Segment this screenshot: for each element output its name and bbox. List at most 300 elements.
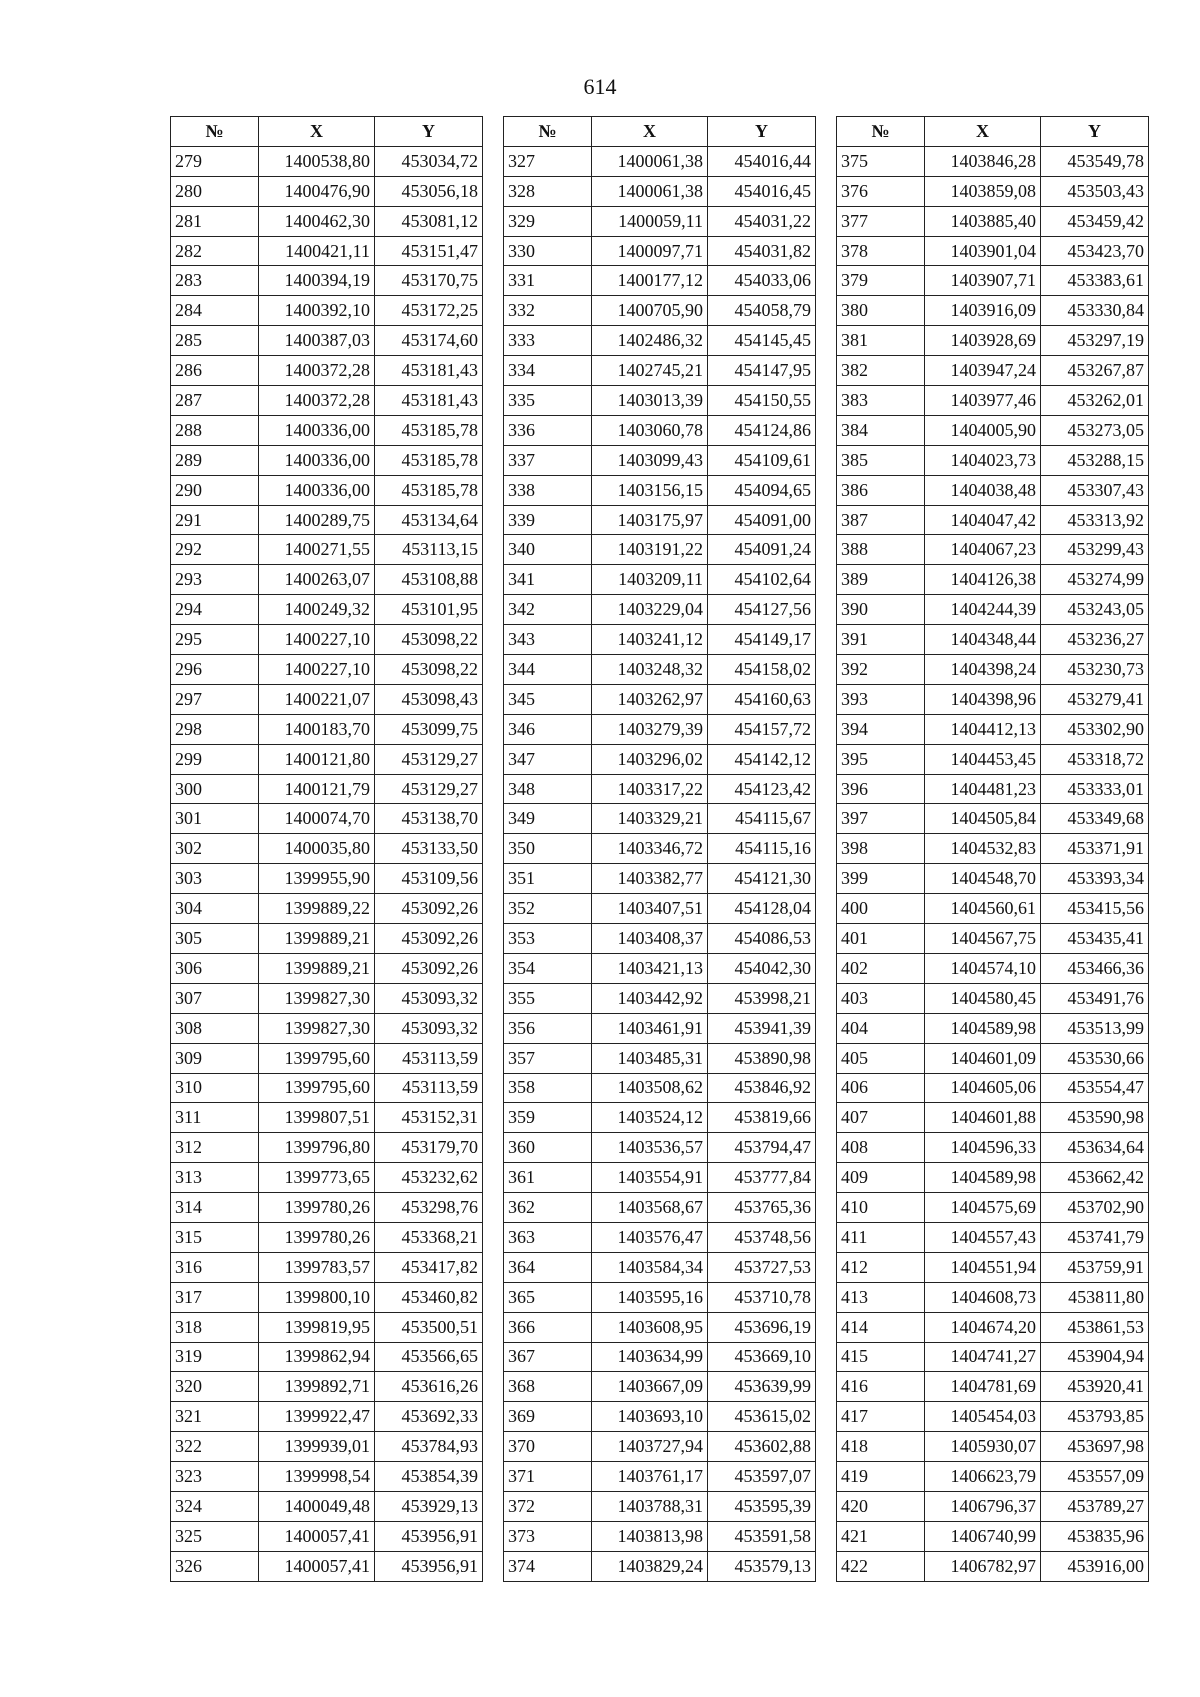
table-row [837, 505, 1149, 535]
table-row [171, 445, 483, 475]
header-number: № [171, 117, 259, 147]
cell-x: 1399939,01 [259, 1432, 375, 1462]
cell-x: 1402745,21 [592, 356, 708, 386]
cell-number: 413 [837, 1282, 925, 1312]
cell-number: 331 [504, 266, 592, 296]
cell-number: 290 [171, 475, 259, 505]
cell-number: 295 [171, 625, 259, 655]
table-row [837, 1043, 1149, 1073]
cell-number: 335 [504, 386, 592, 416]
cell-x: 1399796,80 [259, 1133, 375, 1163]
table-row [171, 326, 483, 356]
cell-y: 453615,02 [708, 1402, 816, 1432]
cell-number: 342 [504, 595, 592, 625]
table-row [171, 924, 483, 954]
cell-y: 453929,13 [375, 1491, 483, 1521]
cell-x: 1403524,12 [592, 1103, 708, 1133]
cell-number: 338 [504, 475, 592, 505]
cell-number: 284 [171, 296, 259, 326]
table-row [504, 1133, 816, 1163]
table-row [171, 1342, 483, 1372]
cell-number: 360 [504, 1133, 592, 1163]
cell-y: 453500,51 [375, 1312, 483, 1342]
table-row [837, 1222, 1149, 1252]
cell-number: 365 [504, 1282, 592, 1312]
table-row [504, 1193, 816, 1223]
cell-number: 327 [504, 146, 592, 176]
cell-number: 410 [837, 1193, 925, 1223]
cell-number: 337 [504, 445, 592, 475]
cell-x: 1403241,12 [592, 625, 708, 655]
table-row [837, 1462, 1149, 1492]
table-row [837, 834, 1149, 864]
table-header [837, 117, 1149, 147]
cell-number: 369 [504, 1402, 592, 1432]
cell-number: 419 [837, 1462, 925, 1492]
page-number: 614 [583, 74, 617, 99]
table-row [504, 595, 816, 625]
cell-x: 1404574,10 [925, 953, 1041, 983]
table-row [171, 1521, 483, 1551]
cell-y: 454121,30 [708, 864, 816, 894]
cell-number: 370 [504, 1432, 592, 1462]
table-row [504, 834, 816, 864]
cell-y: 453129,27 [375, 774, 483, 804]
cell-y: 453557,09 [1041, 1462, 1149, 1492]
cell-x: 1400336,00 [259, 415, 375, 445]
table-row [504, 1252, 816, 1282]
cell-y: 453634,64 [1041, 1133, 1149, 1163]
cell-x: 1400227,10 [259, 625, 375, 655]
cell-y: 453368,21 [375, 1222, 483, 1252]
cell-number: 398 [837, 834, 925, 864]
cell-number: 384 [837, 415, 925, 445]
table-row [504, 356, 816, 386]
cell-y: 453998,21 [708, 983, 816, 1013]
cell-y: 454042,30 [708, 953, 816, 983]
cell-y: 453590,98 [1041, 1103, 1149, 1133]
cell-number: 366 [504, 1312, 592, 1342]
cell-number: 405 [837, 1043, 925, 1073]
table-row [837, 326, 1149, 356]
table-row [837, 1193, 1149, 1223]
cell-number: 280 [171, 176, 259, 206]
cell-x: 1400061,38 [592, 146, 708, 176]
cell-x: 1399773,65 [259, 1163, 375, 1193]
table-row [171, 1402, 483, 1432]
cell-y: 453765,36 [708, 1193, 816, 1223]
cell-x: 1403329,21 [592, 804, 708, 834]
table-row [171, 206, 483, 236]
table-row [837, 864, 1149, 894]
cell-number: 313 [171, 1163, 259, 1193]
cell-y: 453172,25 [375, 296, 483, 326]
table-row [837, 774, 1149, 804]
table-row [837, 386, 1149, 416]
cell-number: 312 [171, 1133, 259, 1163]
cell-x: 1403060,78 [592, 415, 708, 445]
table-row [171, 266, 483, 296]
cell-y: 453138,70 [375, 804, 483, 834]
table-row [171, 804, 483, 834]
table-row [171, 595, 483, 625]
cell-x: 1400049,48 [259, 1491, 375, 1521]
table-row [171, 505, 483, 535]
cell-y: 453793,85 [1041, 1402, 1149, 1432]
cell-y: 453920,41 [1041, 1372, 1149, 1402]
cell-y: 453423,70 [1041, 236, 1149, 266]
cell-number: 324 [171, 1491, 259, 1521]
table-row [837, 1073, 1149, 1103]
cell-x: 1399889,22 [259, 894, 375, 924]
cell-y: 453460,82 [375, 1282, 483, 1312]
table-row [837, 804, 1149, 834]
cell-number: 285 [171, 326, 259, 356]
table-row [171, 625, 483, 655]
cell-number: 383 [837, 386, 925, 416]
cell-y: 453941,39 [708, 1013, 816, 1043]
header-x: X [259, 117, 375, 147]
cell-y: 453092,26 [375, 924, 483, 954]
cell-y: 453811,80 [1041, 1282, 1149, 1312]
cell-y: 453503,43 [1041, 176, 1149, 206]
table-row [171, 356, 483, 386]
cell-number: 407 [837, 1103, 925, 1133]
cell-number: 299 [171, 744, 259, 774]
cell-number: 351 [504, 864, 592, 894]
cell-y: 453297,19 [1041, 326, 1149, 356]
cell-number: 309 [171, 1043, 259, 1073]
table-row [837, 924, 1149, 954]
table-row [171, 1103, 483, 1133]
cell-number: 344 [504, 655, 592, 685]
cell-number: 420 [837, 1491, 925, 1521]
cell-y: 453854,39 [375, 1462, 483, 1492]
cell-y: 453692,33 [375, 1402, 483, 1432]
table-row [504, 475, 816, 505]
cell-y: 453098,22 [375, 655, 483, 685]
table-row [504, 1521, 816, 1551]
cell-x: 1400035,80 [259, 834, 375, 864]
cell-x: 1403421,13 [592, 953, 708, 983]
cell-number: 380 [837, 296, 925, 326]
cell-number: 403 [837, 983, 925, 1013]
cell-number: 367 [504, 1342, 592, 1372]
cell-number: 353 [504, 924, 592, 954]
cell-number: 358 [504, 1073, 592, 1103]
cell-y: 453232,62 [375, 1163, 483, 1193]
cell-number: 402 [837, 953, 925, 983]
cell-x: 1400227,10 [259, 655, 375, 685]
cell-x: 1403977,46 [925, 386, 1041, 416]
cell-y: 453777,84 [708, 1163, 816, 1193]
cell-number: 339 [504, 505, 592, 535]
cell-y: 453093,32 [375, 1013, 483, 1043]
cell-number: 334 [504, 356, 592, 386]
table-row [171, 415, 483, 445]
cell-y: 453174,60 [375, 326, 483, 356]
cell-number: 292 [171, 535, 259, 565]
cell-number: 294 [171, 595, 259, 625]
table-row [837, 475, 1149, 505]
table-row [504, 1491, 816, 1521]
cell-number: 390 [837, 595, 925, 625]
cell-y: 453710,78 [708, 1282, 816, 1312]
cell-y: 454115,16 [708, 834, 816, 864]
cell-y: 453318,72 [1041, 744, 1149, 774]
cell-x: 1403916,09 [925, 296, 1041, 326]
cell-y: 453417,82 [375, 1252, 483, 1282]
table-row [837, 983, 1149, 1013]
table-row [171, 236, 483, 266]
cell-x: 1403408,37 [592, 924, 708, 954]
cell-number: 321 [171, 1402, 259, 1432]
cell-number: 409 [837, 1163, 925, 1193]
cell-x: 1403576,47 [592, 1222, 708, 1252]
cell-number: 399 [837, 864, 925, 894]
cell-x: 1404596,33 [925, 1133, 1041, 1163]
table-row [837, 206, 1149, 236]
table-row [171, 1491, 483, 1521]
cell-number: 385 [837, 445, 925, 475]
cell-y: 453566,65 [375, 1342, 483, 1372]
table-row [171, 1043, 483, 1073]
cell-x: 1403693,10 [592, 1402, 708, 1432]
cell-x: 1403554,91 [592, 1163, 708, 1193]
cell-y: 453466,36 [1041, 953, 1149, 983]
cell-number: 341 [504, 565, 592, 595]
cell-y: 454109,61 [708, 445, 816, 475]
cell-number: 416 [837, 1372, 925, 1402]
cell-y: 453835,96 [1041, 1521, 1149, 1551]
cell-y: 453702,90 [1041, 1193, 1149, 1223]
cell-number: 348 [504, 774, 592, 804]
cell-y: 453789,27 [1041, 1491, 1149, 1521]
cell-y: 454102,64 [708, 565, 816, 595]
table-row [504, 415, 816, 445]
cell-y: 453459,42 [1041, 206, 1149, 236]
cell-number: 376 [837, 176, 925, 206]
cell-number: 387 [837, 505, 925, 535]
cell-y: 453916,00 [1041, 1551, 1149, 1581]
cell-y: 453185,78 [375, 445, 483, 475]
table-row [504, 625, 816, 655]
cell-x: 1400177,12 [592, 266, 708, 296]
cell-x: 1404567,75 [925, 924, 1041, 954]
cell-x: 1403584,34 [592, 1252, 708, 1282]
cell-x: 1404481,23 [925, 774, 1041, 804]
cell-y: 453549,78 [1041, 146, 1149, 176]
cell-x: 1400249,32 [259, 595, 375, 625]
table-row [504, 1432, 816, 1462]
cell-number: 371 [504, 1462, 592, 1492]
table-row [837, 565, 1149, 595]
table-row [504, 953, 816, 983]
table-row [837, 445, 1149, 475]
table-header [171, 117, 483, 147]
cell-number: 361 [504, 1163, 592, 1193]
table-row [504, 894, 816, 924]
table-row [171, 1222, 483, 1252]
cell-number: 323 [171, 1462, 259, 1492]
cell-y: 453662,42 [1041, 1163, 1149, 1193]
cell-number: 311 [171, 1103, 259, 1133]
cell-x: 1404023,73 [925, 445, 1041, 475]
table-row [171, 176, 483, 206]
cell-x: 1404560,61 [925, 894, 1041, 924]
table-row [171, 1073, 483, 1103]
cell-number: 320 [171, 1372, 259, 1402]
cell-number: 377 [837, 206, 925, 236]
cell-number: 296 [171, 655, 259, 685]
cell-number: 357 [504, 1043, 592, 1073]
cell-y: 453313,92 [1041, 505, 1149, 535]
cell-number: 401 [837, 924, 925, 954]
cell-number: 305 [171, 924, 259, 954]
cell-x: 1404067,23 [925, 535, 1041, 565]
cell-x: 1403829,24 [592, 1551, 708, 1581]
table-row [171, 535, 483, 565]
cell-x: 1400336,00 [259, 445, 375, 475]
cell-y: 453696,19 [708, 1312, 816, 1342]
cell-x: 1403156,15 [592, 475, 708, 505]
cell-x: 1404412,13 [925, 714, 1041, 744]
cell-number: 421 [837, 1521, 925, 1551]
cell-number: 352 [504, 894, 592, 924]
cell-y: 454033,06 [708, 266, 816, 296]
cell-x: 1403813,98 [592, 1521, 708, 1551]
cell-number: 389 [837, 565, 925, 595]
cell-y: 453591,58 [708, 1521, 816, 1551]
cell-number: 301 [171, 804, 259, 834]
table-row [171, 1133, 483, 1163]
cell-y: 453098,43 [375, 684, 483, 714]
cell-x: 1403928,69 [925, 326, 1041, 356]
cell-x: 1400183,70 [259, 714, 375, 744]
cell-number: 381 [837, 326, 925, 356]
cell-x: 1403947,24 [925, 356, 1041, 386]
cell-number: 345 [504, 684, 592, 714]
cell-x: 1404741,27 [925, 1342, 1041, 1372]
table-row [837, 655, 1149, 685]
cell-x: 1404453,45 [925, 744, 1041, 774]
cell-y: 454142,12 [708, 744, 816, 774]
cell-y: 453302,90 [1041, 714, 1149, 744]
cell-y: 453669,10 [708, 1342, 816, 1372]
cell-y: 453185,78 [375, 415, 483, 445]
table-body [504, 146, 816, 1581]
table-row [837, 535, 1149, 565]
cell-x: 1399780,26 [259, 1222, 375, 1252]
cell-y: 453513,99 [1041, 1013, 1149, 1043]
cell-y: 453554,47 [1041, 1073, 1149, 1103]
table-row [837, 1103, 1149, 1133]
cell-x: 1404126,38 [925, 565, 1041, 595]
cell-y: 454123,42 [708, 774, 816, 804]
header-y: Y [375, 117, 483, 147]
table-row [171, 864, 483, 894]
cell-x: 1403727,94 [592, 1432, 708, 1462]
cell-y: 453267,87 [1041, 356, 1149, 386]
cell-number: 406 [837, 1073, 925, 1103]
cell-y: 453371,91 [1041, 834, 1149, 864]
table-row [837, 415, 1149, 445]
header-x: X [592, 117, 708, 147]
cell-number: 346 [504, 714, 592, 744]
table-row [504, 326, 816, 356]
table-row [837, 1133, 1149, 1163]
cell-x: 1405930,07 [925, 1432, 1041, 1462]
cell-number: 316 [171, 1252, 259, 1282]
cell-y: 453595,39 [708, 1491, 816, 1521]
cell-x: 1400271,55 [259, 535, 375, 565]
cell-number: 325 [171, 1521, 259, 1551]
cell-number: 287 [171, 386, 259, 416]
cell-y: 453415,56 [1041, 894, 1149, 924]
table-row [837, 1551, 1149, 1581]
cell-y: 453579,13 [708, 1551, 816, 1581]
cell-number: 391 [837, 625, 925, 655]
cell-y: 453639,99 [708, 1372, 816, 1402]
cell-x: 1399862,94 [259, 1342, 375, 1372]
table-row [171, 1282, 483, 1312]
table-row [504, 445, 816, 475]
table-row [504, 714, 816, 744]
cell-y: 453093,32 [375, 983, 483, 1013]
cell-x: 1404781,69 [925, 1372, 1041, 1402]
cell-x: 1404580,45 [925, 983, 1041, 1013]
cell-number: 343 [504, 625, 592, 655]
cell-x: 1404348,44 [925, 625, 1041, 655]
cell-number: 282 [171, 236, 259, 266]
cell-number: 355 [504, 983, 592, 1013]
cell-y: 453759,91 [1041, 1252, 1149, 1282]
table-row [171, 894, 483, 924]
table-row [171, 1312, 483, 1342]
cell-number: 306 [171, 953, 259, 983]
table-row [837, 296, 1149, 326]
cell-number: 395 [837, 744, 925, 774]
cell-x: 1400121,80 [259, 744, 375, 774]
cell-x: 1404601,88 [925, 1103, 1041, 1133]
cell-x: 1400059,11 [592, 206, 708, 236]
cell-number: 354 [504, 953, 592, 983]
cell-y: 453236,27 [1041, 625, 1149, 655]
table-row [837, 1342, 1149, 1372]
cell-x: 1404575,69 [925, 1193, 1041, 1223]
table-row [504, 146, 816, 176]
cell-number: 382 [837, 356, 925, 386]
table-row [171, 1432, 483, 1462]
cell-y: 454147,95 [708, 356, 816, 386]
cell-number: 393 [837, 684, 925, 714]
cell-number: 418 [837, 1432, 925, 1462]
table-row [171, 684, 483, 714]
cell-x: 1400336,00 [259, 475, 375, 505]
cell-y: 453727,53 [708, 1252, 816, 1282]
cell-x: 1399807,51 [259, 1103, 375, 1133]
table-row [171, 1462, 483, 1492]
cell-number: 349 [504, 804, 592, 834]
cell-x: 1399998,54 [259, 1462, 375, 1492]
table-row [171, 1013, 483, 1043]
cell-number: 288 [171, 415, 259, 445]
cell-x: 1399795,60 [259, 1073, 375, 1103]
cell-x: 1403667,09 [592, 1372, 708, 1402]
cell-number: 394 [837, 714, 925, 744]
table-row [504, 176, 816, 206]
cell-x: 1406623,79 [925, 1462, 1041, 1492]
